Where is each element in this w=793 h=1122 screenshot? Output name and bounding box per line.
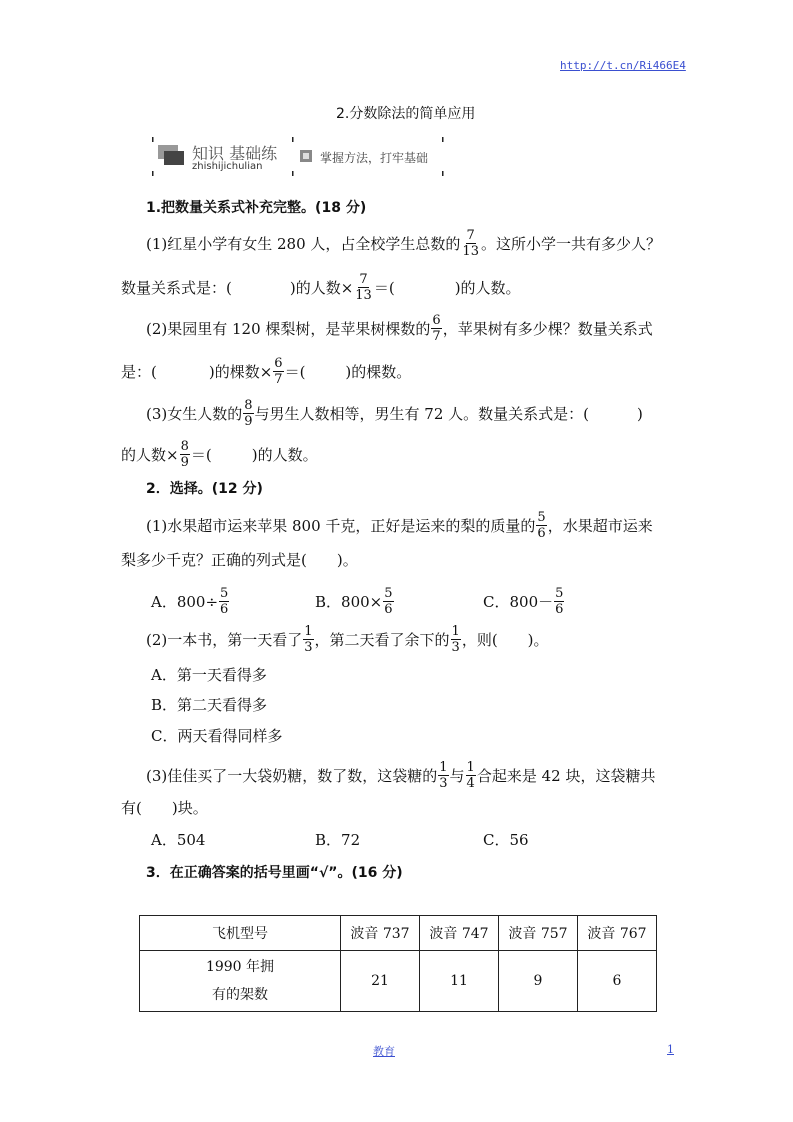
footer-center-link[interactable]: 教育 bbox=[373, 1045, 395, 1058]
page-title: 2.分数除法的简单应用 bbox=[336, 106, 476, 122]
q2-part1-options bbox=[151, 586, 565, 617]
question-2-heading: 2．选择。(12 分) bbox=[146, 481, 263, 497]
q1-p3-relation-c: )的人数。 bbox=[251, 445, 318, 464]
option-c[interactable]: C．两天看得同样多 bbox=[151, 727, 283, 745]
table-cell: 21 bbox=[341, 951, 420, 1012]
row-label-line-1: 1990 年拥 bbox=[205, 959, 275, 975]
table-cell: 9 bbox=[499, 951, 578, 1012]
q1-p1-relation-d: )的人数。 bbox=[454, 278, 521, 297]
option-a[interactable]: A．第一天看得多 bbox=[151, 666, 267, 684]
q2-part3-options bbox=[151, 830, 529, 850]
option-c-label: C．800－ bbox=[483, 592, 554, 611]
q2-p2-text1: (2)一本书，第一天看了 bbox=[146, 630, 303, 649]
fraction: $\frac{5}{6}$ bbox=[555, 586, 564, 617]
table-header-cell: 波音 747 bbox=[420, 916, 499, 951]
fraction: $\frac{1}{3}$ bbox=[451, 624, 460, 655]
table-row bbox=[140, 951, 657, 1012]
q2-p3-text4: 有( )块。 bbox=[121, 799, 208, 817]
q2-p1-text2: ，水果超市运来 bbox=[547, 516, 653, 535]
fraction: $\frac{1}{4}$ bbox=[466, 760, 475, 791]
q2-p1-text1: (1)水果超市运来苹果 800 千克，正好是运来的梨的质量的 bbox=[146, 516, 536, 535]
option-b[interactable]: B．72 bbox=[315, 831, 361, 849]
fraction: $\frac{1}{3}$ bbox=[304, 624, 313, 655]
page-number: 1 bbox=[667, 1043, 674, 1056]
q1-p3-relation-a: 的人数× bbox=[121, 445, 179, 464]
option-b-label: B．800× bbox=[315, 592, 383, 611]
table-header-cell: 飞机型号 bbox=[140, 916, 341, 951]
question-3-heading: 3．在正确答案的括号里画“√”。(16 分) bbox=[146, 865, 403, 881]
option-b[interactable]: B．第二天看得多 bbox=[151, 696, 268, 714]
fraction: $\frac{8}{9}$ bbox=[244, 398, 253, 429]
table-header-cell: 波音 767 bbox=[578, 916, 657, 951]
q2-part3-line1 bbox=[146, 760, 655, 791]
option-c[interactable]: C．56 bbox=[483, 831, 529, 849]
question-1-heading: 1.把数量关系式补充完整。(18 分) bbox=[146, 200, 367, 216]
q1-part3-line1 bbox=[146, 398, 643, 429]
q1-p1-relation-c: ＝( bbox=[373, 278, 395, 297]
q1-p2-text2: ，苹果树有多少棵？数量关系式 bbox=[442, 319, 653, 338]
q2-p2-text2: ，第二天看了余下的 bbox=[314, 630, 450, 649]
q1-p2-relation-c: ＝( bbox=[284, 362, 306, 381]
option-a-label: A．800÷ bbox=[151, 592, 219, 611]
option-b[interactable] bbox=[315, 586, 483, 617]
row-label-line-2: 有的架数 bbox=[212, 987, 268, 1003]
q1-part1-line2 bbox=[121, 272, 521, 303]
q1-p3-text2: 与男生人数相等，男生有 72 人。数量关系式是：( bbox=[254, 404, 590, 423]
fraction: $\frac{7}{13}$ bbox=[355, 272, 372, 303]
q1-part1-line1 bbox=[146, 228, 661, 259]
q1-part3-line2 bbox=[121, 439, 318, 470]
fraction: $\frac{6}{7}$ bbox=[432, 313, 441, 344]
table-cell: 6 bbox=[578, 951, 657, 1012]
table-header-row bbox=[140, 916, 657, 951]
q2-part1-line2 bbox=[121, 550, 358, 570]
airplane-table bbox=[139, 915, 657, 1012]
fraction: $\frac{5}{6}$ bbox=[220, 586, 229, 617]
option-a[interactable] bbox=[151, 586, 315, 617]
q2-p3-text2: 与 bbox=[449, 766, 465, 785]
fraction: $\frac{8}{9}$ bbox=[180, 439, 189, 470]
q1-p2-text1: (2)果园里有 120 棵梨树，是苹果树棵数的 bbox=[146, 319, 431, 338]
q1-p3-text3: ) bbox=[637, 404, 643, 423]
option-a[interactable]: A．504 bbox=[151, 831, 206, 849]
banner-slogan: 掌握方法，打牢基础 bbox=[320, 151, 429, 165]
table-header-cell: 波音 737 bbox=[341, 916, 420, 951]
q2-part3-line2 bbox=[121, 798, 208, 818]
fraction: $\frac{6}{7}$ bbox=[274, 356, 283, 387]
q2-p3-text3: 合起来是 42 块，这袋糖共 bbox=[476, 766, 656, 785]
table-cell: 11 bbox=[420, 951, 499, 1012]
q2-part2-line1 bbox=[146, 624, 549, 655]
q1-part2-line2 bbox=[121, 356, 411, 387]
q1-p3-relation-b: ＝( bbox=[190, 445, 212, 464]
q1-p1-text2: 。这所小学一共有多少人？ bbox=[480, 234, 661, 253]
q1-p2-relation-a: 是：( bbox=[121, 362, 157, 381]
banner-title: 知识 基础练 bbox=[192, 144, 278, 163]
q1-p3-text1: (3)女生人数的 bbox=[146, 404, 243, 423]
q1-p1-relation-b: )的人数× bbox=[289, 278, 354, 297]
q1-p2-relation-d: )的棵数。 bbox=[345, 362, 412, 381]
q2-p3-text1: (3)佳佳买了一大袋奶糖，数了数，这袋糖的 bbox=[146, 766, 438, 785]
section-banner bbox=[152, 135, 444, 179]
q2-p2-text3: ，则( )。 bbox=[461, 630, 549, 649]
fraction: $\frac{5}{6}$ bbox=[384, 586, 393, 617]
fraction: $\frac{7}{13}$ bbox=[462, 228, 479, 259]
table-row-label bbox=[140, 951, 341, 1012]
banner-pinyin: zhishijichulian bbox=[192, 161, 263, 172]
header-url-link[interactable]: http://t.cn/Ri466E4 bbox=[560, 59, 686, 72]
q1-part2-line1 bbox=[146, 313, 653, 344]
q1-p1-text1: (1)红星小学有女生 280 人，占全校学生总数的 bbox=[146, 234, 461, 253]
fraction: $\frac{1}{3}$ bbox=[439, 760, 448, 791]
fraction: $\frac{5}{6}$ bbox=[537, 510, 546, 541]
q2-part1-line1 bbox=[146, 510, 653, 541]
table-header-cell: 波音 757 bbox=[499, 916, 578, 951]
q1-p2-relation-b: )的棵数× bbox=[208, 362, 273, 381]
q2-p1-text3: 梨多少千克？正确的列式是( )。 bbox=[121, 551, 358, 569]
q1-p1-relation-a: 数量关系式是：( bbox=[121, 278, 232, 297]
option-c[interactable] bbox=[483, 586, 565, 617]
